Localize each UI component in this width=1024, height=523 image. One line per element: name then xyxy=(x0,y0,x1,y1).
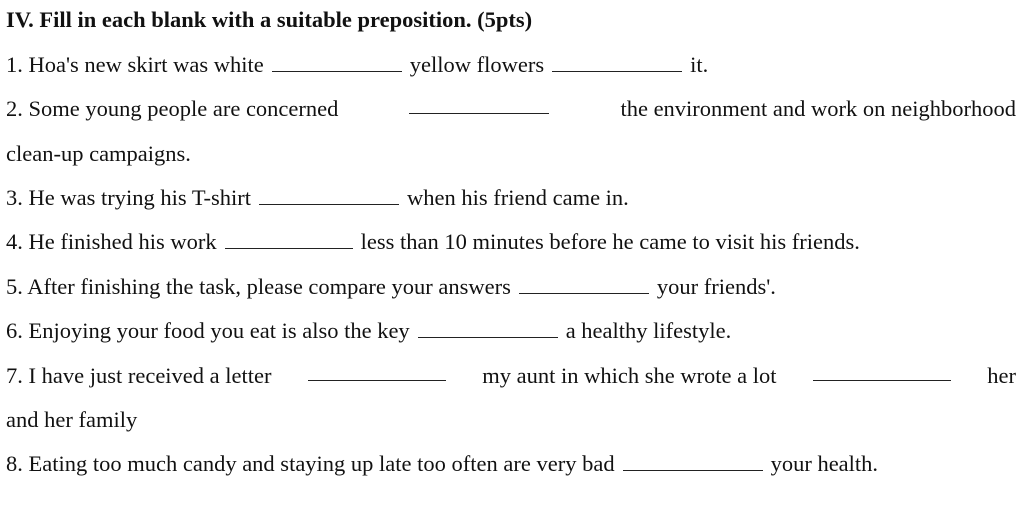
answer-blank-7b[interactable] xyxy=(813,362,951,381)
answer-blank-6[interactable] xyxy=(418,319,558,338)
question-8 xyxy=(6,450,1016,478)
question-text: it. xyxy=(690,52,709,77)
answer-blank-5[interactable] xyxy=(519,275,649,294)
question-text: 7. I have just received a letter xyxy=(6,363,272,388)
question-3 xyxy=(6,184,1016,212)
question-text: her xyxy=(987,363,1016,388)
question-2-continuation: clean-up campaigns. xyxy=(6,141,191,166)
answer-blank-7a[interactable] xyxy=(308,362,446,381)
question-text: my aunt in which she wrote a lot xyxy=(482,363,777,388)
answer-blank-3[interactable] xyxy=(259,186,399,205)
answer-blank-2[interactable] xyxy=(409,95,549,114)
question-text: your health. xyxy=(770,451,879,476)
question-text: a healthy lifestyle. xyxy=(565,318,732,343)
question-text: 3. He was trying his T-shirt xyxy=(6,185,251,210)
question-2 xyxy=(6,95,1016,123)
answer-blank-8[interactable] xyxy=(623,452,763,471)
question-1 xyxy=(6,51,1016,79)
question-7 xyxy=(6,362,1016,390)
exercise-heading: IV. Fill in each blank with a suitable preposition. (5pts) xyxy=(6,7,533,32)
question-text: 5. After finishing the task, please compare your answers xyxy=(6,274,511,299)
question-text: 4. He finished his work xyxy=(6,229,217,254)
question-5 xyxy=(6,273,1016,301)
question-text: less than 10 minutes before he came to visit his friends. xyxy=(360,229,860,254)
answer-blank-1a[interactable] xyxy=(272,53,402,72)
question-text: your friends'. xyxy=(656,274,776,299)
question-text: 2. Some young people are concerned xyxy=(6,96,339,121)
question-text: 1. Hoa's new skirt was white xyxy=(6,52,264,77)
question-text: 8. Eating too much candy and staying up late too often are very bad xyxy=(6,451,615,476)
answer-blank-4[interactable] xyxy=(225,230,353,249)
question-7-continuation: and her family xyxy=(6,407,138,432)
question-text: when his friend came in. xyxy=(407,185,629,210)
question-4 xyxy=(6,228,1016,256)
question-text: the environment and work on neighborhood xyxy=(620,96,1016,121)
question-6 xyxy=(6,317,1016,345)
question-text: yellow flowers xyxy=(409,52,545,77)
question-text: 6. Enjoying your food you eat is also the key xyxy=(6,318,410,343)
answer-blank-1b[interactable] xyxy=(552,53,682,72)
